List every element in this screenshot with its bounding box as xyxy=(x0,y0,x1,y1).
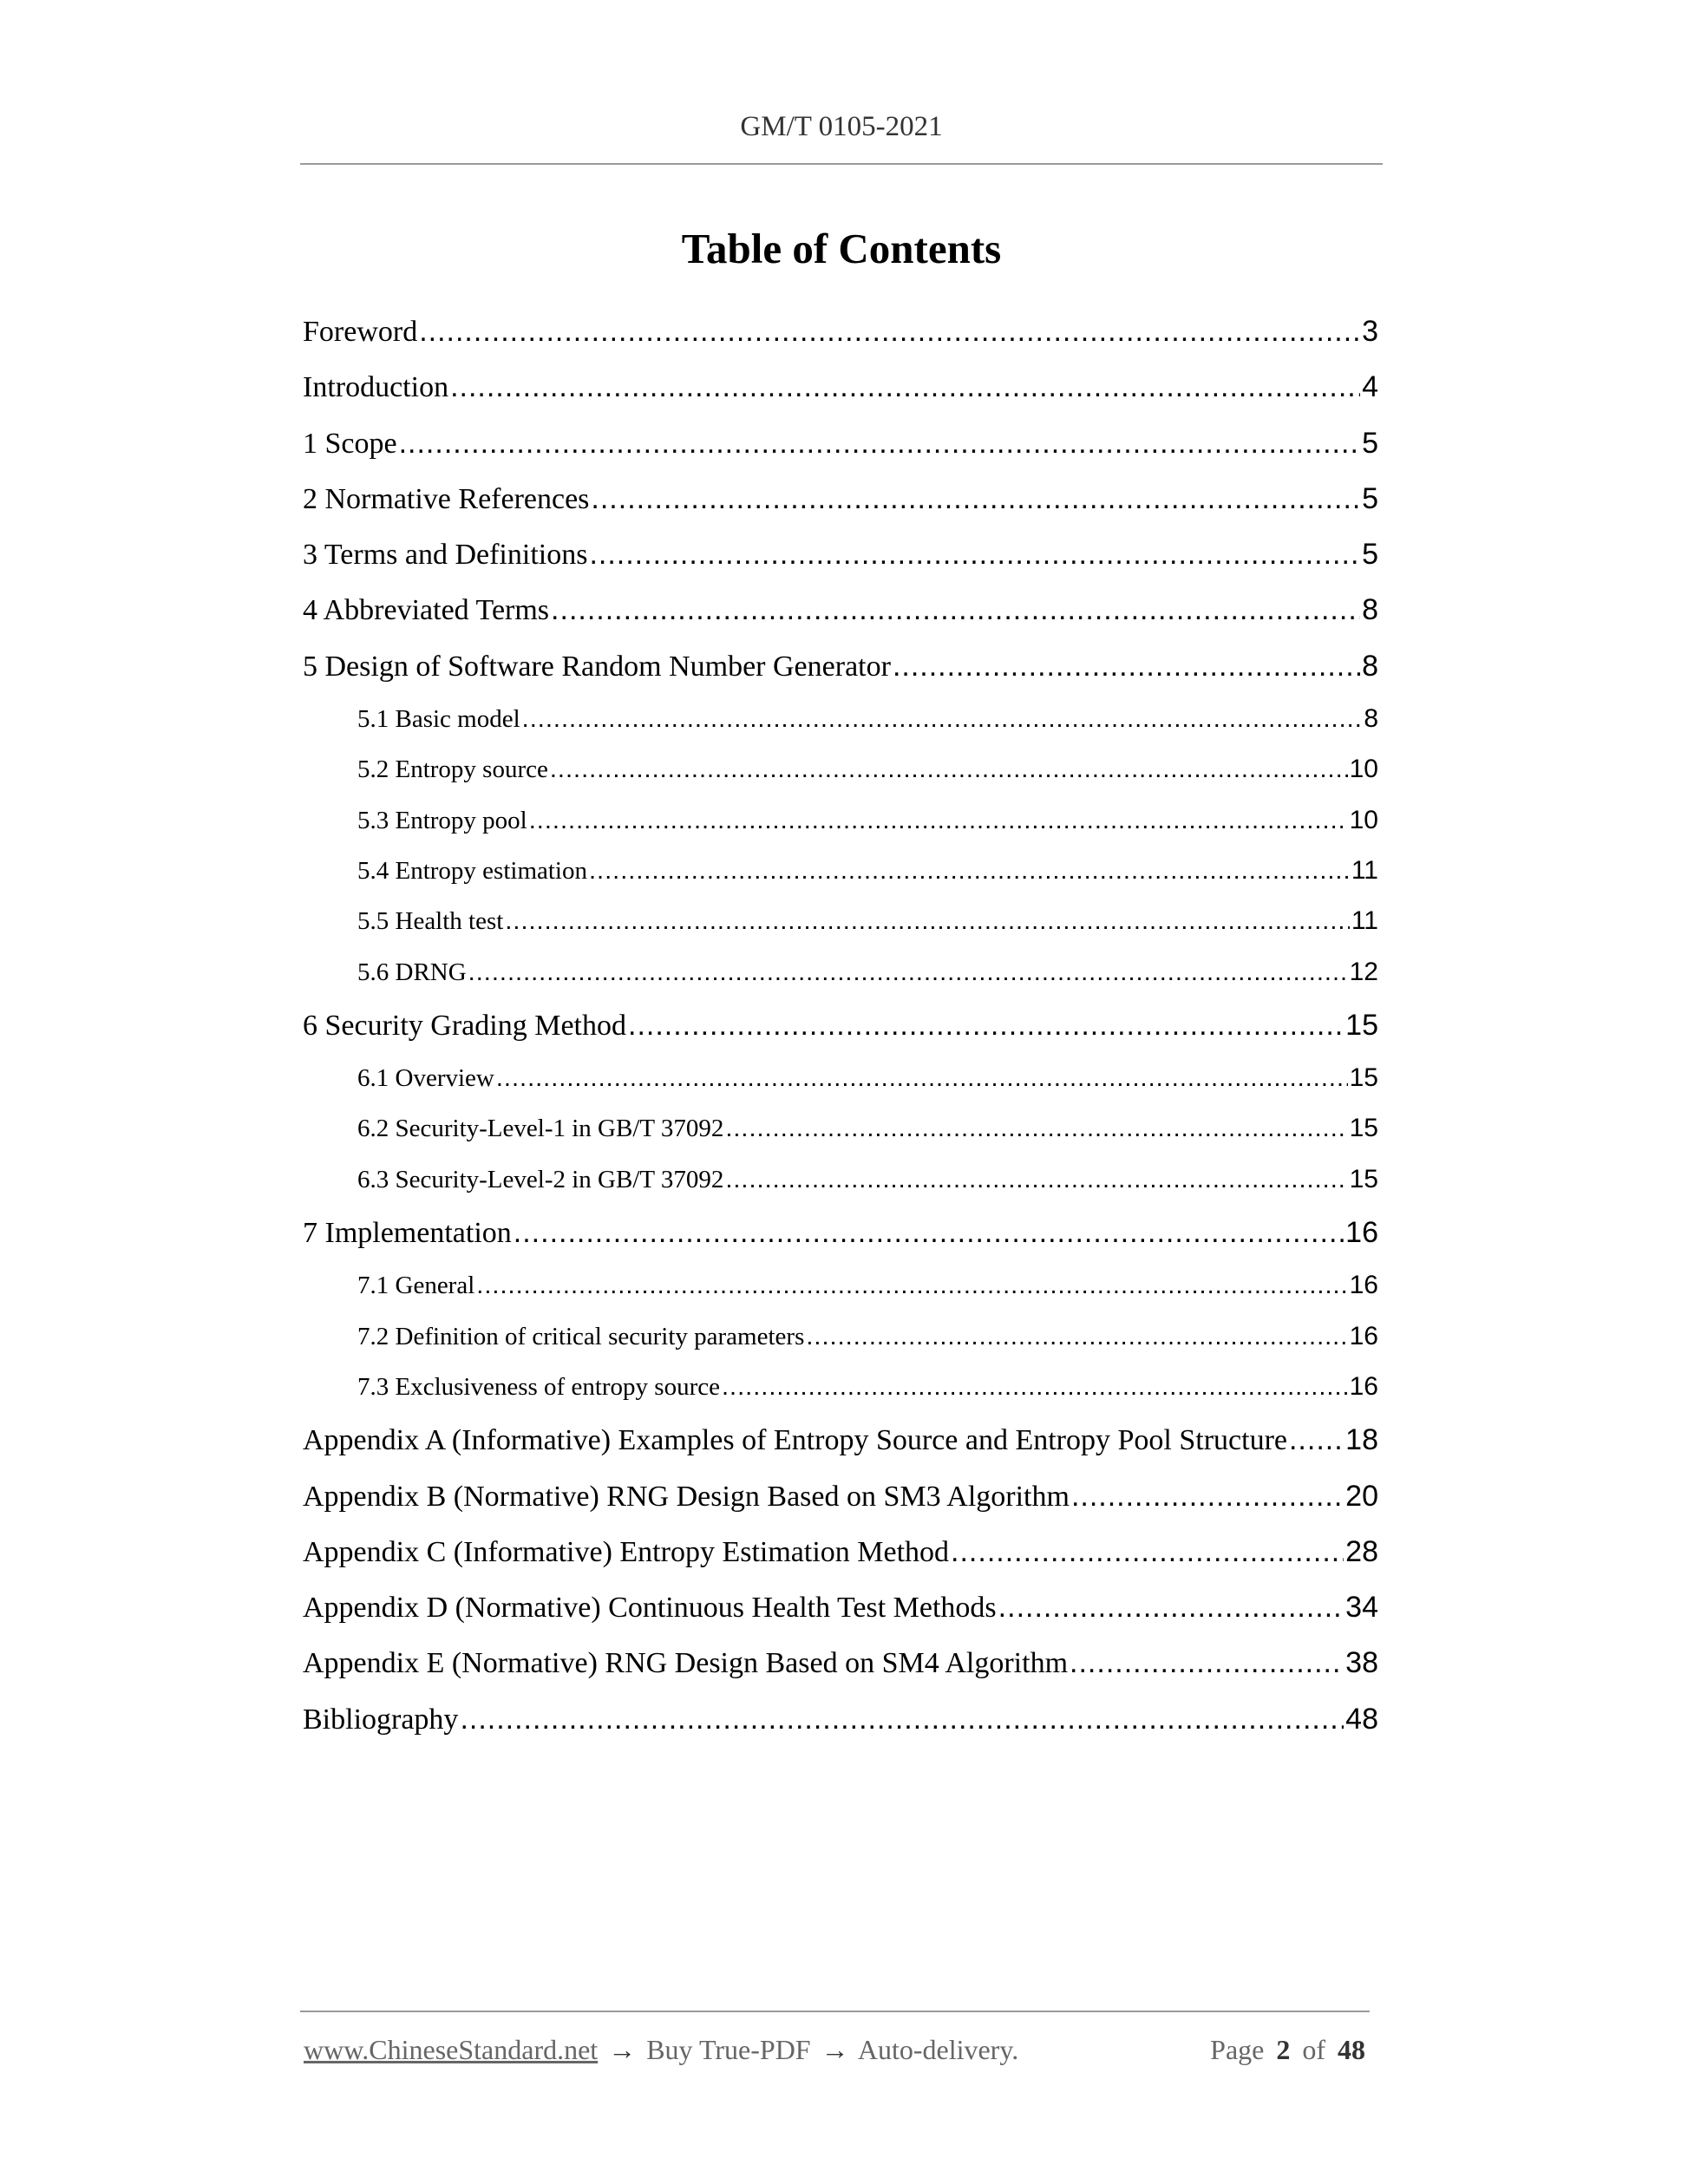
toc-entry-label: 5 Design of Software Random Number Generator xyxy=(303,650,891,683)
toc-entry-page: 16 xyxy=(1345,1216,1378,1250)
toc-entry-label: 6.1 Overview xyxy=(357,1064,494,1093)
toc-entry-label: Appendix D (Normative) Continuous Health Test Methods xyxy=(303,1592,997,1625)
toc-dot-leader xyxy=(806,1311,1347,1362)
website-link[interactable]: www.ChineseStandard.net xyxy=(304,2034,599,2065)
toc-dot-leader xyxy=(591,471,1360,526)
toc-entry[interactable] xyxy=(303,359,1378,415)
toc-entry-page: 38 xyxy=(1345,1646,1378,1680)
toc-dot-leader xyxy=(460,1691,1344,1747)
toc-entry[interactable] xyxy=(303,1103,1378,1154)
toc-entry-page: 3 xyxy=(1362,315,1378,348)
toc-entry-page: 48 xyxy=(1345,1702,1378,1736)
toc-dot-leader xyxy=(1071,1468,1344,1524)
toc-entry-label: Appendix C (Informative) Entropy Estimation Method xyxy=(303,1535,950,1568)
toc-dot-leader xyxy=(496,1053,1348,1103)
toc-entry-page: 34 xyxy=(1345,1591,1378,1625)
toc-entry-page: 16 xyxy=(1349,1321,1378,1350)
toc-entry-page: 10 xyxy=(1349,805,1378,834)
toc-entry[interactable] xyxy=(303,1468,1378,1524)
toc-entry[interactable] xyxy=(303,1691,1378,1747)
toc-entry-label: 6 Security Grading Method xyxy=(303,1009,626,1042)
toc-entry-page: 8 xyxy=(1364,704,1378,734)
toc-dot-leader xyxy=(468,947,1348,997)
toc-entry-page: 15 xyxy=(1345,1008,1378,1042)
toc-entry-label: 4 Abbreviated Terms xyxy=(303,594,550,627)
of-label: of xyxy=(1302,2034,1325,2065)
toc-dot-leader xyxy=(476,1260,1347,1311)
toc-entry-label: Introduction xyxy=(303,371,449,404)
footer-promo xyxy=(304,2034,1018,2066)
toc-entry-label: 5.3 Entropy pool xyxy=(357,806,527,834)
toc-entry[interactable] xyxy=(303,846,1378,896)
toc-dot-leader xyxy=(725,1154,1347,1205)
toc-dot-leader xyxy=(722,1362,1348,1412)
toc-entry-label: 6.2 Security-Level-1 in GB/T 37092 xyxy=(357,1115,724,1143)
toc-entry-label: 7 Implementation xyxy=(303,1217,512,1250)
toc-dot-leader xyxy=(951,1524,1344,1579)
toc-dot-leader xyxy=(628,997,1344,1053)
toc-entry-label: 7.2 Definition of critical security parameters xyxy=(357,1322,805,1350)
table-of-contents xyxy=(303,304,1378,1747)
buy-pdf-text: Buy True-PDF xyxy=(646,2034,811,2065)
toc-entry-label: Foreword xyxy=(303,316,418,348)
toc-entry[interactable] xyxy=(303,1260,1378,1311)
toc-entry-label: Bibliography xyxy=(303,1703,459,1736)
toc-entry[interactable] xyxy=(303,1524,1378,1579)
toc-dot-leader xyxy=(725,1103,1347,1154)
toc-entry-page: 15 xyxy=(1349,1063,1378,1093)
toc-entry[interactable] xyxy=(303,1053,1378,1103)
auto-delivery-text: Auto-delivery. xyxy=(857,2034,1019,2065)
toc-entry-label: Appendix E (Normative) RNG Design Based on SM4 Algorithm xyxy=(303,1647,1069,1680)
toc-entry-label: 2 Normative References xyxy=(303,482,590,515)
toc-dot-leader xyxy=(450,359,1360,415)
toc-dot-leader xyxy=(522,694,1363,744)
toc-dot-leader xyxy=(1289,1412,1344,1468)
toc-entry-page: 5 xyxy=(1362,481,1378,515)
document-header: GM/T 0105-2021 xyxy=(740,111,943,142)
page-title: Table of Contents xyxy=(681,225,1002,272)
toc-entry-label: 7.1 General xyxy=(357,1272,475,1300)
toc-entry-label: 1 Scope xyxy=(303,427,397,460)
toc-dot-leader xyxy=(529,795,1348,846)
toc-entry[interactable] xyxy=(303,638,1378,694)
toc-entry-label: 5.6 DRNG xyxy=(357,958,467,986)
toc-entry[interactable] xyxy=(303,526,1378,582)
arrow-right-icon: → xyxy=(608,2034,637,2065)
toc-entry-label: 5.4 Entropy estimation xyxy=(357,856,587,885)
toc-entry[interactable] xyxy=(303,1412,1378,1468)
toc-dot-leader xyxy=(399,415,1360,471)
current-page-number: 2 xyxy=(1276,2034,1291,2065)
toc-entry-page: 16 xyxy=(1349,1271,1378,1300)
toc-dot-leader xyxy=(893,638,1360,694)
toc-entry-page: 8 xyxy=(1362,649,1378,683)
toc-entry-page: 12 xyxy=(1349,957,1378,986)
toc-entry[interactable] xyxy=(303,1579,1378,1635)
toc-dot-leader xyxy=(589,846,1350,896)
toc-entry[interactable] xyxy=(303,1205,1378,1260)
page-label: Page xyxy=(1210,2034,1265,2065)
toc-entry-label: 5.2 Entropy source xyxy=(357,755,548,784)
toc-entry[interactable] xyxy=(303,471,1378,526)
toc-dot-leader xyxy=(419,304,1360,359)
toc-dot-leader xyxy=(589,526,1360,582)
total-pages: 48 xyxy=(1338,2034,1365,2065)
footer-divider xyxy=(300,2011,1370,2012)
header-divider xyxy=(300,163,1383,165)
toc-dot-leader xyxy=(514,1205,1344,1260)
toc-entry-page: 4 xyxy=(1362,370,1378,404)
toc-entry[interactable] xyxy=(303,1311,1378,1362)
toc-entry[interactable] xyxy=(303,1154,1378,1205)
toc-entry-page: 5 xyxy=(1362,538,1378,572)
toc-entry[interactable] xyxy=(303,415,1378,471)
toc-entry-label: 5.5 Health test xyxy=(357,907,504,936)
toc-entry[interactable] xyxy=(303,997,1378,1053)
arrow-right-icon: → xyxy=(821,2034,849,2065)
toc-dot-leader xyxy=(505,896,1350,946)
toc-entry[interactable] xyxy=(303,582,1378,638)
toc-entry[interactable] xyxy=(303,1635,1378,1690)
toc-dot-leader xyxy=(1070,1635,1344,1690)
toc-entry-page: 15 xyxy=(1349,1164,1378,1193)
toc-entry-label: Appendix B (Normative) RNG Design Based on SM3 Algorithm xyxy=(303,1480,1070,1513)
toc-entry-page: 10 xyxy=(1349,755,1378,784)
toc-entry-label: 3 Terms and Definitions xyxy=(303,539,588,572)
toc-entry[interactable] xyxy=(303,795,1378,846)
toc-entry-page: 18 xyxy=(1345,1423,1378,1457)
toc-entry-page: 15 xyxy=(1349,1114,1378,1143)
toc-entry[interactable] xyxy=(303,947,1378,997)
toc-entry-label: Appendix A (Informative) Examples of Entropy Source and Entropy Pool Structure xyxy=(303,1424,1287,1457)
toc-dot-leader xyxy=(998,1579,1345,1635)
toc-entry[interactable] xyxy=(303,896,1378,946)
toc-dot-leader xyxy=(551,582,1360,638)
toc-entry[interactable] xyxy=(303,694,1378,744)
toc-entry-label: 6.3 Security-Level-2 in GB/T 37092 xyxy=(357,1165,724,1193)
page-indicator xyxy=(1210,2034,1365,2066)
toc-entry[interactable] xyxy=(303,304,1378,359)
toc-entry-page: 28 xyxy=(1345,1534,1378,1568)
toc-entry-label: 7.3 Exclusiveness of entropy source xyxy=(357,1372,720,1401)
toc-entry-page: 5 xyxy=(1362,426,1378,460)
toc-dot-leader xyxy=(550,744,1348,794)
toc-entry-page: 20 xyxy=(1345,1479,1378,1513)
toc-entry-page: 11 xyxy=(1351,906,1378,936)
toc-entry-page: 8 xyxy=(1362,593,1378,627)
toc-entry[interactable] xyxy=(303,1362,1378,1412)
toc-entry-page: 11 xyxy=(1351,855,1378,885)
toc-entry-label: 5.1 Basic model xyxy=(357,705,520,734)
toc-entry-page: 16 xyxy=(1349,1371,1378,1401)
toc-entry[interactable] xyxy=(303,744,1378,794)
